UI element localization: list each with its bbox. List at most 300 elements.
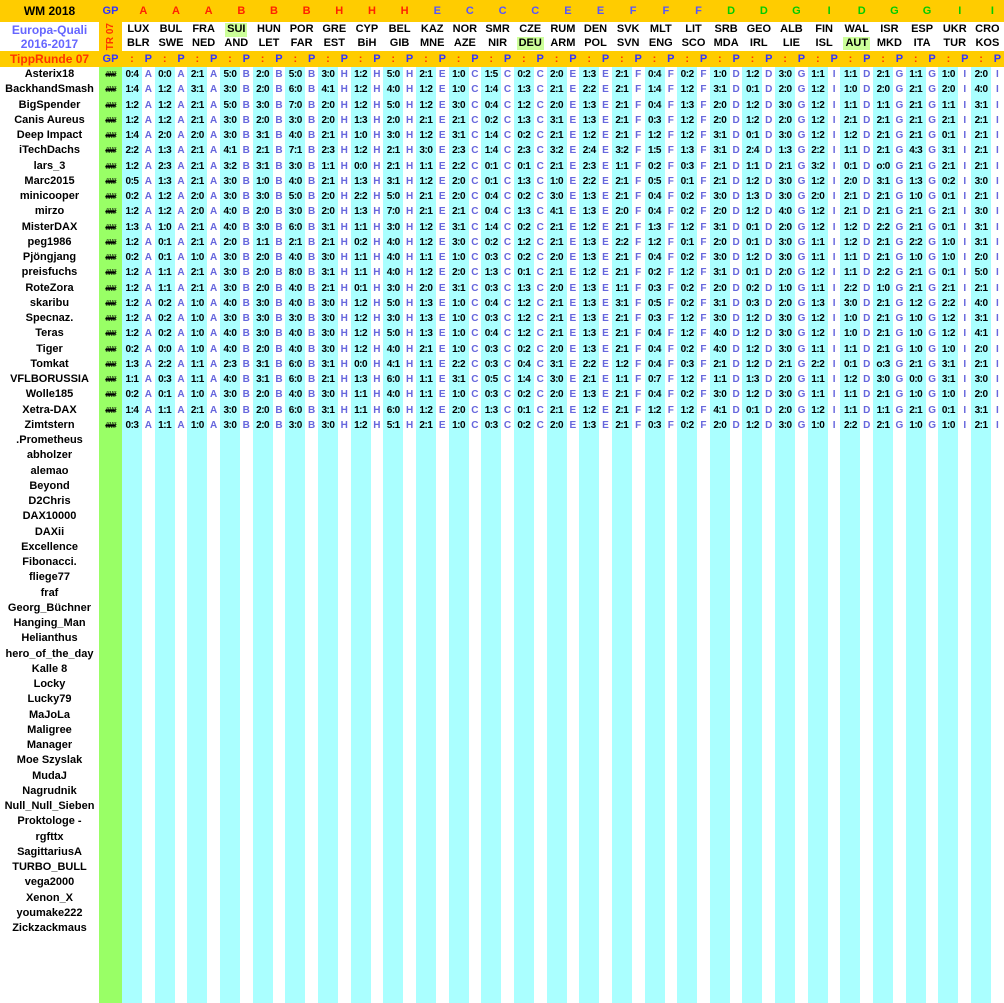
tip-score xyxy=(383,631,403,646)
tip-cell xyxy=(840,647,873,662)
tip-cell xyxy=(906,159,939,174)
tip-score xyxy=(220,769,240,784)
tip-score xyxy=(187,509,207,524)
tip-group-letter xyxy=(240,860,253,875)
tip-group-letter: E xyxy=(567,220,580,235)
tip-group-letter xyxy=(599,479,612,494)
tip-score: 4:0 xyxy=(285,128,305,143)
tip-cell xyxy=(122,250,155,265)
tip-group-letter: G xyxy=(926,265,939,280)
tip-score: 3:1 xyxy=(449,372,469,387)
tip-group-letter: H xyxy=(338,174,351,189)
tip-group-letter xyxy=(501,555,514,570)
tip-cells xyxy=(122,235,1004,250)
tip-cell xyxy=(677,281,710,296)
tip-group-letter: F xyxy=(697,220,710,235)
tip-score: 3:0 xyxy=(220,387,240,402)
tip-score: 3:0 xyxy=(449,98,469,113)
tip-group-letter xyxy=(567,601,580,616)
tip-cell xyxy=(775,647,808,662)
tip-cell xyxy=(742,479,775,494)
tip-group-letter xyxy=(665,509,678,524)
tip-group-letter: D xyxy=(860,67,873,82)
gp-hidden-value: ### xyxy=(105,344,116,354)
tip-cell xyxy=(187,433,220,448)
tip-group-letter: E xyxy=(436,265,449,280)
tip-score xyxy=(710,799,730,814)
tip-cell xyxy=(775,403,808,418)
tip-cell xyxy=(645,128,678,143)
tip-group-letter: I xyxy=(958,372,971,387)
tip-score xyxy=(220,647,240,662)
tip-group-letter xyxy=(926,662,939,677)
group-letter-cell xyxy=(449,0,482,22)
tip-group-letter: G xyxy=(893,281,906,296)
tip-cell xyxy=(547,891,580,906)
tip-cell xyxy=(253,860,286,875)
tip-score: 1:2 xyxy=(938,311,958,326)
tip-group-letter: E xyxy=(599,311,612,326)
tip-cell xyxy=(873,525,906,540)
tip-group-letter: G xyxy=(893,250,906,265)
tip-group-letter: G xyxy=(926,326,939,341)
tip-group-letter: I xyxy=(828,189,841,204)
tip-cell xyxy=(220,204,253,219)
tip-score: 4:0 xyxy=(383,387,403,402)
tip-group-letter xyxy=(697,677,710,692)
tip-group-letter xyxy=(697,448,710,463)
tip-group-letter xyxy=(142,570,155,585)
match-column-MLT-ENG xyxy=(645,22,678,51)
tip-group-letter: F xyxy=(697,67,710,82)
tip-score xyxy=(155,784,175,799)
tip-group-letter xyxy=(469,479,482,494)
tip-score xyxy=(383,479,403,494)
tip-cell xyxy=(383,296,416,311)
tip-score: 1:4 xyxy=(645,82,665,97)
tip-score: 0:2 xyxy=(351,235,371,250)
tip-score xyxy=(775,769,795,784)
tip-group-letter xyxy=(730,647,743,662)
tip-cell xyxy=(318,570,351,585)
tip-score: 2:1 xyxy=(449,204,469,219)
tip-score: 1:2 xyxy=(840,128,860,143)
tip-group-letter xyxy=(762,525,775,540)
tip-cell xyxy=(873,433,906,448)
tip-cell xyxy=(710,326,743,341)
tip-cell xyxy=(416,479,449,494)
tip-group-letter xyxy=(632,616,645,631)
tip-cell xyxy=(220,723,253,738)
tip-score xyxy=(840,647,860,662)
player-row xyxy=(0,525,1004,540)
tip-score xyxy=(645,753,665,768)
tip-cell xyxy=(742,189,775,204)
tip-score xyxy=(971,631,991,646)
tip-cell xyxy=(351,891,384,906)
round-pred-cell xyxy=(318,51,351,67)
tip-cell xyxy=(122,906,155,921)
tip-cell xyxy=(122,830,155,845)
tip-score xyxy=(449,799,469,814)
tip-cell xyxy=(481,753,514,768)
tip-score: 2:1 xyxy=(971,159,991,174)
tip-group-letter: E xyxy=(567,357,580,372)
tip-group-letter: D xyxy=(730,357,743,372)
tip-cell xyxy=(547,342,580,357)
tip-group-letter: H xyxy=(338,403,351,418)
tip-cell xyxy=(873,311,906,326)
tip-score: 1:1 xyxy=(710,372,730,387)
tip-score xyxy=(645,570,665,585)
tip-score xyxy=(383,525,403,540)
tip-group-letter: E xyxy=(436,311,449,326)
tip-group-letter xyxy=(697,723,710,738)
tip-group-letter xyxy=(762,723,775,738)
tip-group-letter: B xyxy=(305,296,318,311)
tip-cell xyxy=(579,601,612,616)
group-letter-cell xyxy=(122,0,155,22)
tip-group-letter xyxy=(240,631,253,646)
tip-score: 3:1 xyxy=(971,235,991,250)
score-symbol: : xyxy=(162,53,167,65)
tip-group-letter xyxy=(273,494,286,509)
tip-score: 1:0 xyxy=(906,311,926,326)
tip-cell xyxy=(906,509,939,524)
tip-score: 1:4 xyxy=(481,220,501,235)
tip-cell xyxy=(481,586,514,601)
tip-cell xyxy=(155,220,188,235)
tip-group-letter xyxy=(828,738,841,753)
player-name: MaJoLa xyxy=(29,708,70,721)
tip-score: 4:0 xyxy=(220,372,240,387)
tip-group-letter: G xyxy=(795,342,808,357)
tip-cell xyxy=(906,357,939,372)
tip-score xyxy=(938,814,958,829)
tip-cell xyxy=(514,860,547,875)
tip-group-letter xyxy=(828,464,841,479)
tip-score xyxy=(449,494,469,509)
tip-score xyxy=(808,448,828,463)
tip-cell xyxy=(971,342,1004,357)
tip-group-letter: I xyxy=(991,296,1004,311)
tip-score xyxy=(187,601,207,616)
tip-score: 0:4 xyxy=(481,326,501,341)
tip-cell xyxy=(677,570,710,585)
tip-score xyxy=(351,784,371,799)
tip-cell xyxy=(383,281,416,296)
tip-score: 1:2 xyxy=(742,113,762,128)
tip-cell xyxy=(285,509,318,524)
tip-score: 1:2 xyxy=(351,342,371,357)
tip-cell xyxy=(775,174,808,189)
tip-group-letter xyxy=(730,845,743,860)
tip-group-letter: G xyxy=(926,342,939,357)
tip-cell xyxy=(220,875,253,890)
tip-cell xyxy=(416,342,449,357)
tip-cell xyxy=(645,891,678,906)
tip-score: 1:1 xyxy=(840,143,860,158)
tip-group-letter: H xyxy=(371,159,384,174)
tip-cell xyxy=(187,189,220,204)
tip-group-letter: A xyxy=(207,159,220,174)
tip-cell xyxy=(285,601,318,616)
tip-cell xyxy=(742,708,775,723)
tip-cell xyxy=(612,113,645,128)
tip-group-letter: H xyxy=(371,189,384,204)
tip-group-letter xyxy=(958,525,971,540)
tip-cell xyxy=(383,540,416,555)
tip-score xyxy=(122,769,142,784)
tip-cell xyxy=(481,159,514,174)
tip-score xyxy=(187,814,207,829)
tip-score: 1:2 xyxy=(808,326,828,341)
letter-symbol: P xyxy=(699,53,708,65)
tip-cell xyxy=(514,174,547,189)
tip-cell xyxy=(547,845,580,860)
tip-cell xyxy=(775,113,808,128)
tip-group-letter xyxy=(828,631,841,646)
tip-cell xyxy=(383,159,416,174)
tip-score: 3:1 xyxy=(253,372,273,387)
tip-score xyxy=(775,616,795,631)
tip-score xyxy=(971,708,991,723)
tip-score: 0:4 xyxy=(645,250,665,265)
tip-score xyxy=(416,875,436,890)
tip-score: 3:1 xyxy=(318,220,338,235)
tip-group-letter: H xyxy=(403,174,416,189)
tip-score: 2:1 xyxy=(938,113,958,128)
tip-group-letter xyxy=(730,448,743,463)
tip-cell xyxy=(220,769,253,784)
tip-group-letter: A xyxy=(142,204,155,219)
tip-score xyxy=(481,723,501,738)
tip-group-letter xyxy=(762,692,775,707)
tip-group-letter: E xyxy=(567,296,580,311)
tip-score xyxy=(808,723,828,738)
tip-score: 1:4 xyxy=(122,82,142,97)
tip-group-letter: B xyxy=(273,357,286,372)
tip-cell xyxy=(285,830,318,845)
tip-score: 2:0 xyxy=(840,174,860,189)
tip-group-letter xyxy=(926,586,939,601)
tip-score xyxy=(318,769,338,784)
tip-score xyxy=(808,738,828,753)
tip-score xyxy=(938,631,958,646)
tip-score xyxy=(612,479,632,494)
round-vertical-cell xyxy=(99,22,122,51)
tip-score: 3:0 xyxy=(775,189,795,204)
tip-score xyxy=(285,753,305,768)
tip-score xyxy=(318,525,338,540)
tip-cell xyxy=(873,601,906,616)
tip-score xyxy=(514,464,534,479)
tip-score: 0:4 xyxy=(645,357,665,372)
tip-score xyxy=(612,464,632,479)
tip-cell xyxy=(612,708,645,723)
tip-score xyxy=(742,525,762,540)
tip-group-letter: D xyxy=(762,128,775,143)
tip-cell xyxy=(775,631,808,646)
tip-score: 3:0 xyxy=(220,250,240,265)
tip-group-letter: I xyxy=(828,67,841,82)
tip-group-letter xyxy=(860,540,873,555)
tip-score xyxy=(155,448,175,463)
tip-score: 3:1 xyxy=(710,82,730,97)
tip-score: 2:0 xyxy=(253,387,273,402)
tip-group-letter xyxy=(403,586,416,601)
tip-score: 2:0 xyxy=(808,189,828,204)
tip-cell xyxy=(775,433,808,448)
group-letter: A xyxy=(139,5,148,17)
tip-group-letter: A xyxy=(207,357,220,372)
tip-group-letter xyxy=(142,814,155,829)
tip-group-letter xyxy=(762,631,775,646)
score-symbol: : xyxy=(685,53,689,65)
gp-cell xyxy=(99,235,122,250)
tip-score xyxy=(514,799,534,814)
tip-score xyxy=(285,814,305,829)
tip-score xyxy=(187,708,207,723)
tip-cell xyxy=(220,372,253,387)
tip-score: 2:0 xyxy=(775,220,795,235)
tip-score: 1:2 xyxy=(416,98,436,113)
tip-group-letter xyxy=(534,525,547,540)
tip-group-letter: D xyxy=(860,296,873,311)
tip-score xyxy=(808,479,828,494)
tip-cell xyxy=(253,174,286,189)
tip-score xyxy=(187,799,207,814)
tip-cell xyxy=(677,784,710,799)
tip-score xyxy=(155,647,175,662)
tip-cell xyxy=(122,143,155,158)
tip-score: 1:3 xyxy=(579,281,599,296)
tip-group-letter: A xyxy=(207,128,220,143)
tip-cell xyxy=(710,525,743,540)
tip-cell xyxy=(906,586,939,601)
tip-cell xyxy=(318,448,351,463)
tip-score xyxy=(547,433,567,448)
tip-score: 2:0 xyxy=(253,250,273,265)
tip-score: 3:0 xyxy=(775,98,795,113)
tip-score: 1:2 xyxy=(645,128,665,143)
tip-cell xyxy=(579,204,612,219)
tip-cell xyxy=(579,250,612,265)
tip-cell xyxy=(645,265,678,280)
tip-group-letter: I xyxy=(991,113,1004,128)
tip-score xyxy=(220,601,240,616)
tip-group-letter xyxy=(860,708,873,723)
tip-score xyxy=(971,799,991,814)
tip-group-letter xyxy=(305,814,318,829)
tip-group-letter: I xyxy=(828,159,841,174)
tip-group-letter: B xyxy=(273,250,286,265)
tip-group-letter: G xyxy=(795,357,808,372)
tip-score: 0:1 xyxy=(351,281,371,296)
tip-cell xyxy=(547,738,580,753)
tip-group-letter: D xyxy=(730,281,743,296)
tip-group-letter: D xyxy=(860,387,873,402)
tip-cell xyxy=(220,387,253,402)
tip-score: 2:0 xyxy=(253,403,273,418)
tip-cell xyxy=(253,555,286,570)
tip-cell xyxy=(285,723,318,738)
tip-score xyxy=(742,860,762,875)
tip-group-letter: G xyxy=(795,174,808,189)
tip-cell xyxy=(775,708,808,723)
tip-score xyxy=(645,631,665,646)
tip-cell xyxy=(481,418,514,433)
gp-hidden-value: ### xyxy=(105,146,116,156)
tip-score xyxy=(742,830,762,845)
tip-score xyxy=(449,692,469,707)
tip-cell xyxy=(971,601,1004,616)
tip-cell xyxy=(612,479,645,494)
tip-group-letter: A xyxy=(207,326,220,341)
tip-cell xyxy=(155,662,188,677)
tip-group-letter xyxy=(534,448,547,463)
score-symbol: : xyxy=(293,53,298,65)
tip-cell xyxy=(383,509,416,524)
tip-score: 1:0 xyxy=(187,311,207,326)
tip-cell xyxy=(253,875,286,890)
tip-score xyxy=(383,845,403,860)
tip-cell xyxy=(612,433,645,448)
tip-group-letter xyxy=(534,738,547,753)
tip-group-letter xyxy=(175,753,188,768)
tip-cell xyxy=(122,692,155,707)
tip-score xyxy=(645,647,665,662)
tip-score: 3:0 xyxy=(285,113,305,128)
tip-cell xyxy=(645,479,678,494)
tip-score: 0:1 xyxy=(742,128,762,143)
tip-score: 2:2 xyxy=(612,235,632,250)
tip-group-letter xyxy=(665,860,678,875)
tip-group-letter xyxy=(240,906,253,921)
tip-cell xyxy=(253,616,286,631)
tip-cell xyxy=(971,143,1004,158)
round-gp-label: GP xyxy=(102,53,119,65)
tip-cell xyxy=(677,311,710,326)
tip-cell xyxy=(938,891,971,906)
tip-group-letter: B xyxy=(273,235,286,250)
player-row xyxy=(0,769,1004,784)
tip-cell xyxy=(318,753,351,768)
tip-group-letter xyxy=(632,723,645,738)
tip-score: 1:4 xyxy=(122,128,142,143)
gp-cell xyxy=(99,357,122,372)
tip-group-letter: E xyxy=(599,113,612,128)
tip-group-letter: B xyxy=(240,357,253,372)
tip-cell xyxy=(808,769,841,784)
tip-cell xyxy=(187,418,220,433)
tip-group-letter xyxy=(665,906,678,921)
tip-group-letter xyxy=(273,891,286,906)
tip-cell xyxy=(449,753,482,768)
tip-cell xyxy=(416,372,449,387)
tip-cell xyxy=(220,830,253,845)
tip-group-letter xyxy=(338,769,351,784)
tip-score xyxy=(612,448,632,463)
tip-cell xyxy=(677,723,710,738)
tip-group-letter xyxy=(501,830,514,845)
tip-score: 2:1 xyxy=(547,265,567,280)
tip-cells xyxy=(122,204,1004,219)
tip-group-letter xyxy=(469,906,482,921)
tip-group-letter: G xyxy=(795,250,808,265)
tip-group-letter xyxy=(762,616,775,631)
tip-score xyxy=(742,677,762,692)
